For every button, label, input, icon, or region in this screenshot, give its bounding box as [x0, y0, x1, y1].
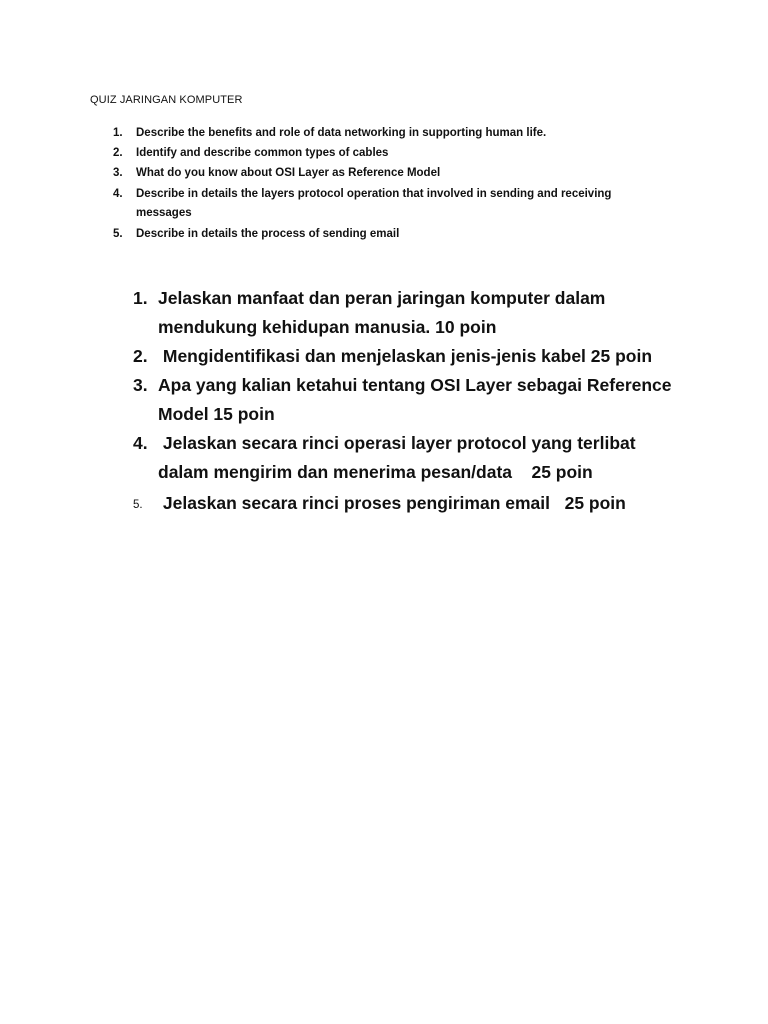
item-text: Apa yang kalian ketahui tentang OSI Layer sebagai Reference [158, 375, 672, 395]
item-text: Model 15 poin [158, 404, 275, 424]
item-number: 1. [113, 127, 123, 139]
item-number: 2. [113, 147, 123, 159]
item-number: 2. [133, 346, 148, 366]
item-text: Jelaskan secara rinci operasi layer protocol yang terlibat [158, 433, 636, 453]
item-text: messages [136, 207, 192, 219]
item-text: What do you know about OSI Layer as Reference Model [136, 167, 441, 179]
item-text: Describe the benefits and role of data networking in supporting human life. [136, 127, 547, 139]
item-text: Describe in details the layers protocol operation that involved in sending and receiving [136, 188, 612, 200]
page-title: QUIZ JARINGAN KOMPUTER [90, 94, 243, 106]
item-number: 3. [133, 375, 148, 395]
item-text: Jelaskan secara rinci proses pengiriman email 25 poin [158, 493, 626, 513]
item-text: dalam mengirim dan menerima pesan/data 25 poin [158, 462, 593, 482]
item-text: Describe in details the process of sending email [136, 228, 400, 240]
item-text: Mengidentifikasi dan menjelaskan jenis-jenis kabel 25 poin [158, 346, 653, 366]
item-text: Identify and describe common types of cables [136, 147, 389, 159]
item-text: Jelaskan manfaat dan peran jaringan komputer dalam [158, 288, 606, 308]
item-number: 4. [133, 433, 148, 453]
item-number: 5. [133, 499, 143, 511]
item-number: 4. [113, 188, 123, 200]
item-number: 3. [113, 167, 123, 179]
item-number: 5. [113, 228, 123, 240]
item-number: 1. [133, 288, 148, 308]
item-text: mendukung kehidupan manusia. 10 poin [158, 317, 497, 337]
